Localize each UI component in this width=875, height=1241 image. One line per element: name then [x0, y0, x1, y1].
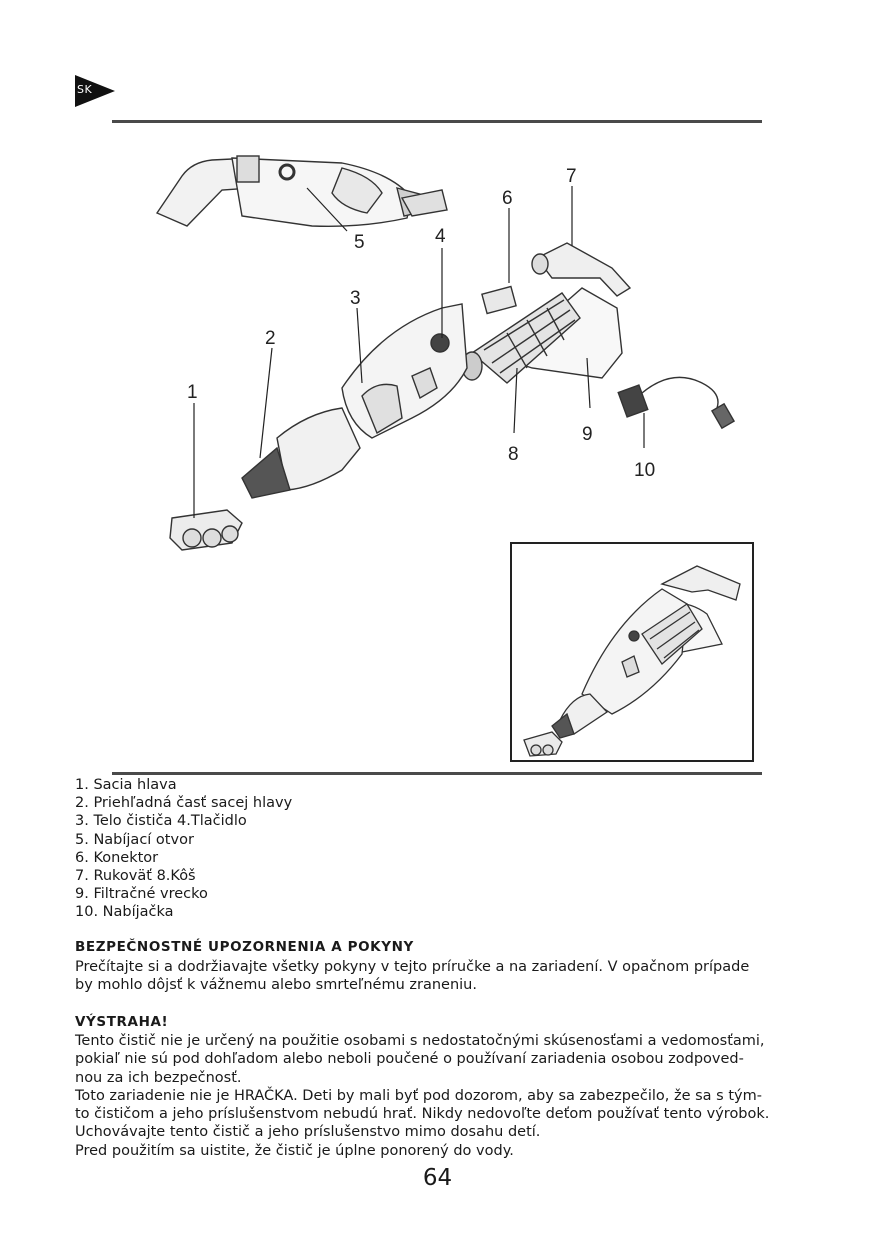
list-item: 2. Priehľadná časť sacej hlavy — [75, 795, 293, 812]
warning-line: Tento čistič nie je určený na použitie osobami s nedostatočnými skúsenosťami a vedomosťami, — [75, 1033, 765, 1049]
callout-10: 10 — [634, 460, 656, 481]
list-item: 1. Sacia hlava — [75, 777, 177, 793]
list-item: 9. Filtračné vrecko — [75, 886, 208, 903]
language-code: SK — [77, 83, 93, 96]
safety-intro-line: by mohlo dôjsť k vážnemu alebo smrteľnému zraneniu. — [75, 977, 477, 994]
assembled-view-drawing — [512, 544, 752, 760]
suction-head-part — [170, 510, 242, 550]
warning-line: Uchovávajte tento čistič a jeho príslušenstvo mimo dosahu detí. — [75, 1124, 541, 1141]
warning-line: Toto zariadenie nie je HRAČKA. Deti by mali byť pod dozorom, aby sa zabezpečilo, že sa s tým- — [75, 1087, 762, 1104]
callout-2: 2 — [265, 328, 276, 349]
warning-line: pokiaľ nie sú pod dohľadom alebo neboli poučené o používaní zariadenia osobou zodpoved- — [75, 1051, 744, 1068]
callout-5: 5 — [354, 232, 365, 253]
list-item: 10. Nabíjačka — [75, 904, 174, 921]
callout-6: 6 — [502, 188, 513, 209]
warning-line: Pred použitím sa uistite, že čistič je úplne ponorený do vody. — [75, 1142, 514, 1159]
assembled-view-inset — [510, 542, 754, 762]
parts-list — [75, 776, 292, 922]
figure-bottom-rule — [112, 772, 762, 775]
list-item: 7. Rukoväť 8.Kôš — [75, 868, 196, 885]
callout-9: 9 — [582, 424, 593, 445]
safety-heading: BEZPEČNOSTNÉ UPOZORNENIA A POKYNY — [75, 939, 414, 955]
list-item: 3. Telo čističa 4.Tlačidlo — [75, 813, 247, 830]
safety-intro — [75, 958, 800, 995]
connector-part — [482, 286, 516, 313]
callout-7: 7 — [566, 166, 577, 187]
safety-intro-line: Prečítajte si a dodržiavajte všetky pokyny v tejto príručke a na zariadení. V opačnom prípade — [75, 959, 750, 975]
warning-text — [75, 1032, 800, 1160]
list-item: 6. Konektor — [75, 849, 159, 866]
warning-line: nou za ich bezpečnosť. — [75, 1069, 242, 1086]
callout-1: 1 — [187, 382, 198, 403]
callout-3: 3 — [350, 288, 361, 309]
callout-8: 8 — [508, 444, 519, 465]
warning-line: to čističom a jeho príslušenstvom nebudú hrať. Nikdy nedovoľte deťom používať tento výrobok. — [75, 1106, 770, 1123]
warning-heading: VÝSTRAHA! — [75, 1014, 169, 1030]
exploded-view-figure — [112, 118, 762, 778]
transparent-head-part — [242, 408, 360, 498]
list-item: 5. Nabíjací otvor — [75, 831, 194, 848]
language-badge — [75, 75, 115, 107]
page-number: 64 — [422, 1165, 453, 1191]
charger-part — [618, 377, 734, 428]
callout-4: 4 — [435, 226, 446, 247]
assembled-cleaner-top — [157, 156, 447, 226]
